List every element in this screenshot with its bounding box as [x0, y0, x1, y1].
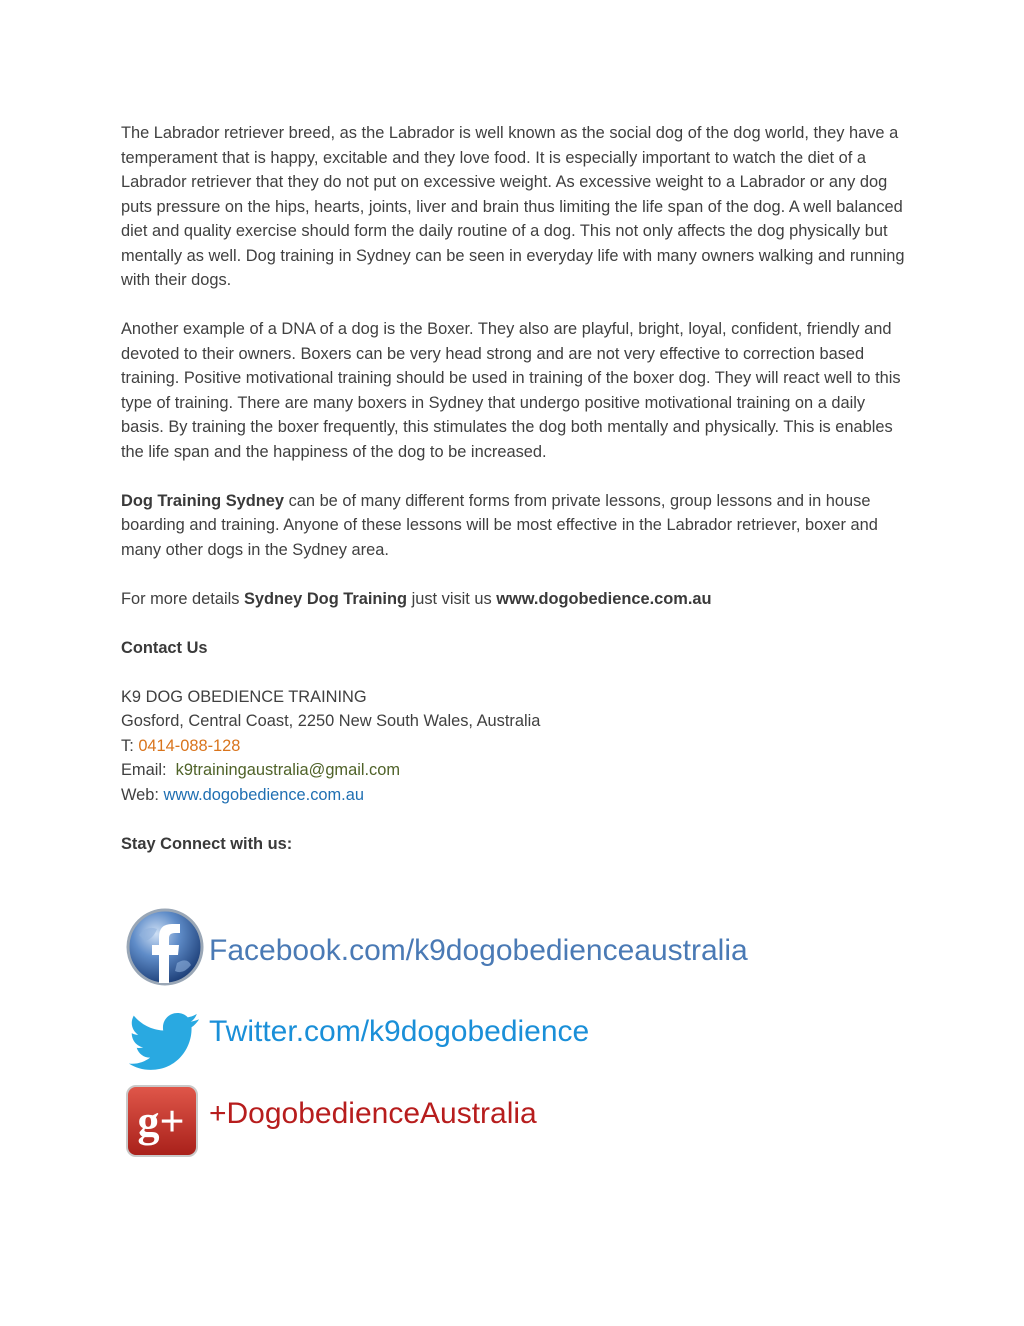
twitter-bird-icon	[125, 1006, 205, 1076]
facebook-globe-icon	[125, 905, 205, 987]
facebook-row[interactable]	[121, 905, 921, 985]
social-heading: Stay Connect with us:	[121, 834, 293, 853]
sydney-dog-training-bold: Sydney Dog Training	[243, 589, 408, 608]
email-line	[121, 758, 911, 783]
paragraph-labrador: The Labrador retriever breed, as the Labrador is well known as the social dog of the dog world, they have a temperament that is happy, excitable and they love food. It is especially important to watch the diet of a Labrador retriever that they do not put on excessive weight. As excessive weight to a Labrador or any dog puts pressure on the hips, hearts, joints, liver and brain thus limiting the life span of the dog. A well balanced diet and quality exercise should form the daily routine of a dog. This not only affects the dog physically but mentally as well. Dog training in Sydney can be seen in everyday life with many owners walking and running with their dogs.	[121, 124, 905, 289]
details-mid: just visit us	[407, 589, 497, 608]
googleplus-row[interactable]	[121, 1084, 921, 1164]
twitter-link[interactable]: Twitter.com/k9dogobedience	[209, 1015, 590, 1048]
facebook-link[interactable]: Facebook.com/k9dogobedienceaustralia	[209, 934, 748, 967]
web-label: Web:	[121, 785, 164, 804]
company-name: K9 DOG OBEDIENCE TRAINING	[121, 687, 367, 706]
training-text: can be of many different forms from private lessons, group lessons and in house boarding and training. Anyone of these lessons will be most effective in the Labrador retriever, boxer and many other dogs in the Sydney area.	[121, 491, 878, 559]
phone-line	[121, 734, 911, 759]
phone-link[interactable]: 0414-088-128	[138, 736, 241, 755]
web-link[interactable]: www.dogobedience.com.au	[163, 785, 364, 804]
paragraph-details	[121, 587, 911, 612]
email-label: Email:	[121, 761, 176, 779]
googleplus-link[interactable]: +DogobedienceAustralia	[209, 1097, 537, 1130]
paragraph-dog-training	[121, 489, 911, 563]
email-link[interactable]: k9trainingaustralia@gmail.com	[175, 761, 401, 779]
google-plus-icon	[125, 1084, 199, 1158]
document-body	[121, 121, 911, 881]
google-plus-icon-text: g+	[137, 1097, 185, 1146]
details-prefix: For more details	[121, 589, 244, 608]
details-url-link[interactable]: www.dogobedience.com.au	[496, 589, 712, 608]
dog-training-sydney-bold: Dog Training Sydney	[121, 491, 285, 510]
twitter-row[interactable]	[121, 1006, 921, 1086]
web-line	[121, 783, 911, 808]
phone-label: T:	[121, 736, 139, 755]
paragraph-boxer: Another example of a DNA of a dog is the Boxer. They also are playful, bright, loyal, confident, friendly and devoted to their owners. Boxers can be very head strong and are not very effective to correction based training. Positive motivational training should be used in training of the boxer dog. They will react well to this type of training. There are many boxers in Sydney that undergo positive motivational training on a daily basis. By training the boxer frequently, this stimulates the dog both mentally and physically. This is enables the life span and the happiness of the dog to be increased.	[121, 320, 901, 461]
address: Gosford, Central Coast, 2250 New South Wales, Australia	[121, 712, 541, 730]
contact-heading: Contact Us	[121, 638, 208, 657]
